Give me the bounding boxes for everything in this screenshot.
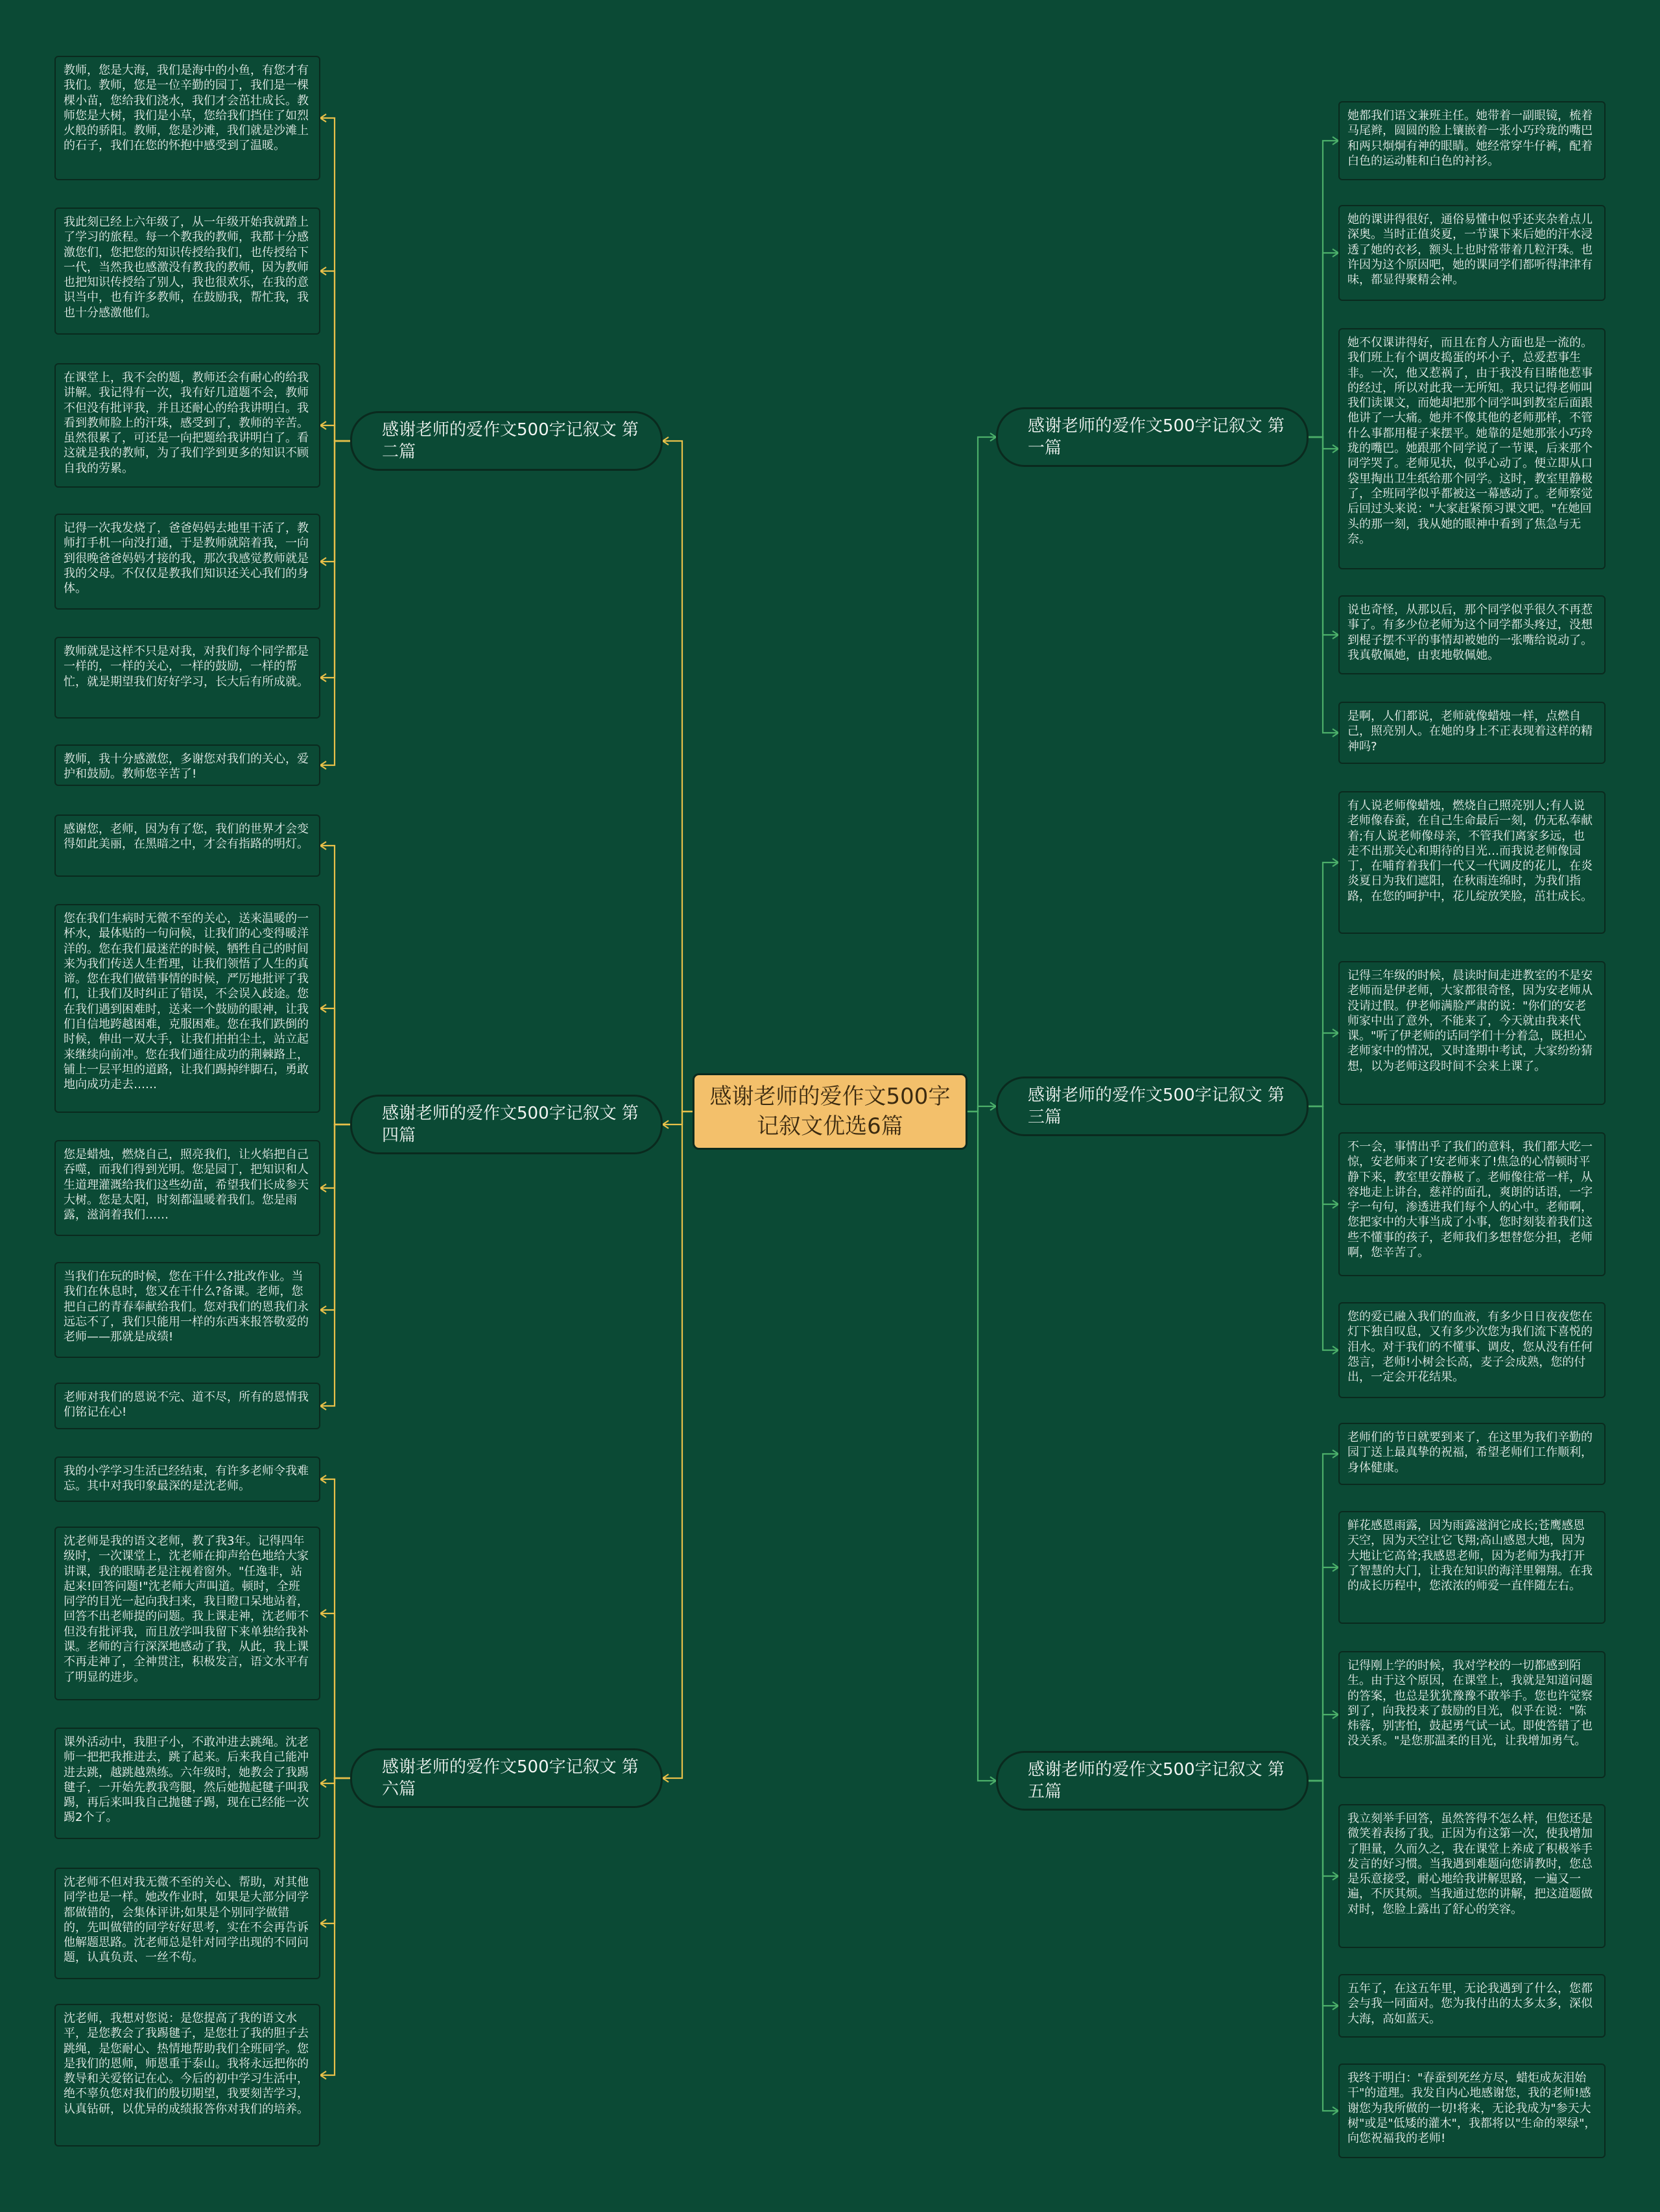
branch-part-1[interactable] [996,407,1309,467]
branch-part-2[interactable] [350,411,663,471]
leaf-b6-4[interactable]: 沈老师不但对我无微不至的关心、帮助，对其他同学也是一样。她改作业时，如果是大部分同学都做错的，会集体评讲;如果是个别同学做错的，先叫做错的同学好好思考，实在不会再告诉他解题思路。沈老师总是针对同学出现的不同问题，认真负责、一丝不苟。 [54,1868,320,1979]
leaf-b6-2[interactable]: 沈老师是我的语文老师，教了我3年。记得四年级时，一次课堂上，沈老师在抑声给色地给大家讲课，我的眼睛老是注视着窗外。"任逸非，站起来!回答问题!"沈老师大声叫道。顿时，全班同学的目光一起向我扫来，我目瞪口呆地站着，回答不出老师提的问题。我上课走神，沈老师不但没有批评我，而且放学叫我留下来单独给我补课。老师的言行深深地感动了我，从此，我上课不再走神了，全神贯注，积极发言，语文水平有了明显的进步。 [54,1527,320,1700]
branch-label: 感谢老师的爱作文500字记叙文 第四篇 [382,1104,639,1145]
branch-part-6[interactable] [350,1748,663,1808]
leaf-b6-1[interactable]: 我的小学学习生活已经结束，有许多老师令我难忘。其中对我印象最深的是沈老师。 [54,1457,320,1502]
root-to-branch-part-1-link [967,437,996,1112]
leaf-b2-2[interactable]: 我此刻已经上六年级了，从一年级开始我就踏上了学习的旅程。每一个教我的教师，我都十分感激您们，您把您的知识传授给我们，也传授给下一代，当然我也感激没有教我的教师，因为教师也把知识传授给了别人，我也很欢乐，在我的意识当中，也有许多教师，在鼓励我，帮忙我，我也十分感激他们。 [54,208,320,335]
branch-label: 感谢老师的爱作文500字记叙文 第六篇 [382,1757,639,1799]
leaf-b6-3[interactable]: 课外活动中，我胆子小，不敢冲进去跳绳。沈老师一把把我推进去，跳了起来。后来我自己能冲进去跳，越跳越熟练。六年级时，她教会了我踢毽子，一开始先教我弯腿，然后她抛起毽子叫我踢，再后来叫我自己抛毽子踢，现在已经能一次踢2个了。 [54,1728,320,1839]
root-topic[interactable] [693,1073,967,1150]
leaf-b1-4[interactable]: 说也奇怪，从那以后，那个同学似乎很久不再惹事了。有多少位老师为这个同学都头疼过，没想到棍子摆不平的事情却被她的一张嘴给说动了。我真敬佩她，由衷地敬佩她。 [1338,595,1606,674]
branch-part-5-to-leaf-b5-3-link [1309,1715,1338,1781]
branch-label: 感谢老师的爱作文500字记叙文 第三篇 [1028,1086,1285,1127]
branch-label: 感谢老师的爱作文500字记叙文 第一篇 [1028,416,1285,458]
leaf-b1-3[interactable]: 她不仅课讲得好，而且在育人方面也是一流的。我们班上有个调皮捣蛋的坏小子，总爱惹事生非。一次，他又惹祸了，由于我没有目睹他惹事的经过，所以对此我一无所知。我只记得老师叫我们读课文，而她却把那个同学叫到教室后面跟他讲了一大痛。她并不像其他的老师那样，不管什么事都用棍子来摆平。她靠的是她那张小巧玲珑的嘴巴。她跟那个同学说了一节课，后来那个同学哭了。老师见状，似乎心动了。便立即从口袋里掏出卫生纸给那个同学。这时，教室里静极了，全班同学似乎都被这一幕感动了。老师察觉后回过头来说："大家赶紧预习课文吧。"在她回头的那一刻，我从她的眼神中看到了焦急与无奈。 [1338,328,1606,569]
root-to-branch-part-6-link [663,1112,693,1778]
leaf-b2-5[interactable]: 教师就是这样不只是对我，对我们每个同学都是一样的，一样的关心，一样的鼓励，一样的帮忙，就是期望我们好好学习，长大后有所成就。 [54,637,320,719]
branch-part-1-to-leaf-b1-2-link [1309,253,1338,437]
branch-part-3-to-leaf-b3-4-link [1309,1106,1338,1350]
leaf-b3-2[interactable]: 记得三年级的时候，晨读时间走进教室的不是安老师而是伊老师，大家都很奇怪，因为安老师从没请过假。伊老师满脸严肃的说："你们的安老师家中出了意外，不能来了，今天就由我来代课。"听了伊老师的话同学们十分着急，既担心老师家中的情况，又时逢期中考试，大家纷纷猜想，以为老师这段时间不会来上课了。 [1338,961,1606,1105]
leaf-b6-5[interactable]: 沈老师，我想对您说：是您提高了我的语文水平，是您教会了我踢毽子，是您壮了我的胆子去跳绳，是您耐心、热情地帮助我们全班同学。您是我们的恩师，师恩重于泰山。我将永远把你的教导和关爱铭记在心。今后的初中学习生活中，绝不辜负您对我们的殷切期望，我要刻苦学习，认真钻研，以优异的成绩报答你对我们的培养。 [54,2004,320,2147]
branch-part-1-to-leaf-b1-5-link [1309,437,1338,733]
branch-label: 感谢老师的爱作文500字记叙文 第二篇 [382,420,639,462]
branch-part-6-to-leaf-b6-2-link [320,1613,350,1778]
leaf-b4-1[interactable]: 感谢您，老师，因为有了您，我们的世界才会变得如此美丽，在黑暗之中，才会有指路的明灯。 [54,815,320,877]
branch-part-4-to-leaf-b4-5-link [320,1124,350,1406]
leaf-b3-3[interactable]: 不一会，事情出乎了我们的意料，我们都大吃一惊，安老师来了!安老师来了!焦急的心情顿时平静下来，教室里安静极了。老师像往常一样，从容地走上讲台，慈祥的面孔，爽朗的话语，一字字一句句，渗透进我们每个人的心中。老师啊，您把家中的大事当成了小事，您时刻装着我们这些不懂事的孩子，老师我们多想替您分担，老师啊，您辛苦了。 [1338,1132,1606,1276]
branch-label: 感谢老师的爱作文500字记叙文 第五篇 [1028,1760,1285,1802]
root-to-branch-part-4-link [663,1112,693,1124]
branch-part-4[interactable] [350,1095,663,1154]
leaf-b3-1[interactable]: 有人说老师像蜡烛，燃烧自己照亮别人;有人说老师像春蚕，在自己生命最后一刻，仍无私奉献着;有人说老师像母亲，不管我们离家多远，也走不出那关心和期待的目光…而我说老师像园丁，在哺育着我们一代又一代调皮的花儿，在炎炎夏日为我们遮阳，在秋雨连绵时，为我们指路，在您的呵护中，花儿绽放笑脸，茁壮成长。 [1338,791,1606,934]
root-to-branch-part-5-link [967,1112,996,1781]
root-to-branch-part-2-link [663,441,693,1112]
branch-part-3[interactable] [996,1076,1309,1136]
leaf-b3-4[interactable]: 您的爱已融入我们的血液，有多少日日夜夜您在灯下独自叹息，又有多少次您为我们流下喜悦的泪水。对于我们的不懂事、调皮，您从没有任何怨言，老师!小树会长高，麦子会成熟，您的付出，一定会开花结果。 [1338,1302,1606,1398]
leaf-b1-5[interactable]: 是啊，人们都说，老师就像蜡烛一样，点燃自己，照亮别人。在她的身上不正表现着这样的精神吗? [1338,702,1606,764]
branch-part-5[interactable] [996,1751,1309,1811]
branch-part-5-to-leaf-b5-6-link [1309,1781,1338,2111]
root-topic-label: 感谢老师的爱作文500字记叙文优选6篇 [709,1084,951,1139]
branch-part-3-to-leaf-b3-2-link [1309,1033,1338,1106]
leaf-b5-5[interactable]: 五年了，在这五年里，无论我遇到了什么，您都会与我一同面对。您为我付出的太多太多，深似大海，高如蓝天。 [1338,1974,1606,2038]
leaf-b2-3[interactable]: 在课堂上，我不会的题，教师还会有耐心的给我讲解。我记得有一次，我有好几道题不会，教师不但没有批评我，并且还耐心的给我讲明白。我看到教师脸上的汗珠，感受到了，教师的辛苦。虽然很累了，可还是一向把题给我讲明白了。看这就是我的教师，为了我们学到更多的知识不顾自我的劳累。 [54,363,320,488]
leaf-b5-3[interactable]: 记得刚上学的时候，我对学校的一切都感到陌生。由于这个原因，在课堂上，我就是知道问题的答案，也总是犹犹豫豫不敢举手。您也许觉察到了，向我投来了鼓励的目光，似乎在说："陈炜蓉，别害怕，鼓起勇气试一试。即使答错了也没关系。"是您那温柔的目光，让我增加勇气。 [1338,1651,1606,1778]
leaf-b5-6[interactable]: 我终于明白："春蚕到死丝方尽，蜡炬成灰泪始干"的道理。我发自内心地感谢您，我的老师!感谢您为我所做的一切!将来，无论我成为"参天大树"或是"低矮的灌木"，我都将以"生命的翠绿"，向您祝福我的老师! [1338,2063,1606,2158]
leaf-b5-1[interactable]: 老师们的节日就要到来了，在这里为我们辛勤的园丁送上最真挚的祝福，希望老师们工作顺利，身体健康。 [1338,1423,1606,1485]
leaf-b2-4[interactable]: 记得一次我发烧了，爸爸妈妈去地里干活了，教师打手机一向没打通，于是教师就陪着我，一向到很晚爸爸妈妈才接的我，那次我感觉教师就是我的父母。不仅仅是教我们知识还关心我们的身体。 [54,514,320,610]
leaf-b4-3[interactable]: 您是蜡烛，燃烧自己，照亮我们，让火焰把自己吞噬，而我们得到光明。您是园丁，把知识和人生道理灌溉给我们这些幼苗，希望我们长成参天大树。您是太阳，时刻都温暖着我们。您是雨露，滋润着我们…… [54,1140,320,1236]
leaf-b2-1[interactable]: 教师，您是大海，我们是海中的小鱼，有您才有我们。教师，您是一位辛勤的园丁，我们是一棵棵小苗，您给我们浇水，我们才会茁壮成长。教师您是大树，我们是小草，您给我们挡住了如烈火般的骄阳。教师，您是沙滩，我们就是沙滩上的石子，我们在您的怀抱中感受到了温暖。 [54,56,320,180]
branch-part-2-to-leaf-b2-2-link [320,271,350,441]
leaf-b5-4[interactable]: 我立刻举手回答，虽然答得不怎么样，但您还是微笑着表扬了我。正因为有这第一次，使我增加了胆量，久而久之，我在课堂上养成了积极举手发言的好习惯。当我遇到难题向您请教时，您总是乐意接受，耐心地给我讲解思路，一遍又一遍，不厌其烦。当我通过您的讲解，把这道题做对时，您脸上露出了舒心的笑容。 [1338,1804,1606,1948]
leaf-b5-2[interactable]: 鲜花感恩雨露，因为雨露滋润它成长;苍鹰感恩天空，因为天空让它飞翔;高山感恩大地，因为大地让它高耸;我感恩老师，因为老师为我打开了智慧的大门，让我在知识的海洋里翱翔。在我的成长历程中，您浓浓的师爱一直伴随左右。 [1338,1511,1606,1624]
leaf-b4-5[interactable]: 老师对我们的恩说不完、道不尽，所有的恩情我们铭记在心! [54,1383,320,1429]
branch-part-4-to-leaf-b4-2-link [320,1008,350,1124]
leaf-b4-4[interactable]: 当我们在玩的时候，您在干什么?批改作业。当我们在休息时，您又在干什么?备课。老师，您把自己的青春奉献给我们。您对我们的恩我们永远忘不了，我们只能用一样的东西来报答敬爱的老师——那就是成绩! [54,1262,320,1358]
leaf-b1-1[interactable]: 她都我们语文兼班主任。她带着一副眼镜，梳着马尾辫，圆圆的脸上镶嵌着一张小巧玲珑的嘴巴和两只炯炯有神的眼睛。她经常穿牛仔裤，配着白色的运动鞋和白色的衬衫。 [1338,101,1606,180]
branch-part-2-to-leaf-b2-6-link [320,441,350,765]
leaf-b1-2[interactable]: 她的课讲得很好，通俗易懂中似乎还夹杂着点儿深奥。当时正值炎夏，一节课下来后她的汗水浸透了她的衣衫，额头上也时常带着几粒汗珠。也许因为这个原因吧，她的课同学们都听得津津有味，都显得聚精会神。 [1338,205,1606,301]
leaf-b4-2[interactable]: 您在我们生病时无微不至的关心，送来温暖的一杯水，最体贴的一句问候，让我们的心变得暖洋洋的。您在我们最迷茫的时候，牺牲自己的时间来为我们传送人生哲理，让我们领悟了人生的真谛。您在我们做错事情的时候，严厉地批评了我们，让我们及时纠正了错误，不会误入歧途。您在我们遇到困难时，送来一个鼓励的眼神，让我们自信地跨越困难，克服困难。您在我们跌倒的时候，伸出一双大手，让我们拍拍尘土，站立起来继续向前冲。您在我们通往成功的荆棘路上，铺上一层平坦的道路，让我们踢掉绊脚石，勇敢地向成功走去…… [54,904,320,1113]
leaf-b2-6[interactable]: 教师，我十分感激您，多谢您对我们的关心，爱护和鼓励。教师您辛苦了! [54,744,320,786]
